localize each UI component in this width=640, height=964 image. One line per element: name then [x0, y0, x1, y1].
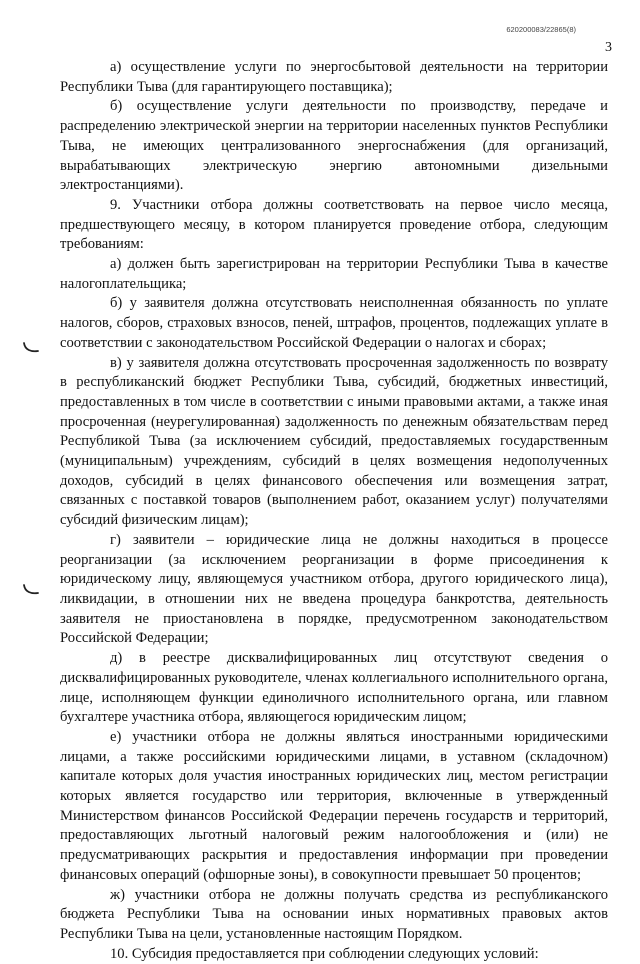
- paragraph-9g: г) заявители – юридические лица не должны находиться в процессе реорганизации (за исключением реорганизации в форме присоединения к юридическому лицу, являющемуся участником отбора, другого юридического лица), ликвидации, в отношении них не введена процедура банкротства, деятельность заявителя не приостановлена в порядке, предусмотренном законодательством Российской Федерации;: [60, 531, 608, 647]
- page-number: 3: [605, 40, 612, 55]
- paragraph-8a: а) осуществление услуги по энергосбытовой деятельности на территории Республики Тыва (для гарантирующего поставщика);: [60, 59, 608, 95]
- paragraph-9: 9. Участники отбора должны соответствовать на первое число месяца, предшествующего месяцу, в котором планируется проведение отбора, следующим требованиям:: [60, 196, 608, 253]
- paragraph-8b: б) осуществление услуги деятельности по производству, передаче и распределению электрической энергии на территории населенных пунктов Республики Тыва, не имеющих централизованного энергоснабжения (для организаций, вырабатывающих электрическую энергию автономными дизельными электростанциями).: [60, 98, 608, 194]
- paragraph-9e: е) участники отбора не должны являться иностранными юридическими лицами, а также российскими юридическими лицами, в уставном (складочном) капитале которых доля участия иностранных юридических лиц, местом регистрации которых является государство или территория, включенные в утвержденный Министерством финансов Российской Федерации перечень государств и территорий, предоставляющих льготный налоговый режим налогообложения и (или) не предусматривающих раскрытия и предоставления информации при проведении финансовых операций (офшорные зоны), в совокупности превышает 50 процентов;: [60, 728, 608, 883]
- paragraph-9d: д) в реестре дисквалифицированных лиц отсутствуют сведения о дисквалифицированных руководителе, членах коллегиального исполнительного органа, лице, исполняющем функции единоличного исполнительного органа, или главном бухгалтере участника отбора, являющегося юридическим лицом;: [60, 650, 608, 726]
- document-id: 620200083/22865(8): [506, 25, 576, 34]
- paragraph-9v: в) у заявителя должна отсутствовать просроченная задолженность по возврату в республиканский бюджет Республики Тыва, субсидий, бюджетных инвестиций, предоставленных в том числе в соответствии с иными правовыми актами, а также иная просроченная (неурегулированная) задолженность по денежным обязательствам перед Республикой Тыва (за исключением субсидий, предоставляемых государственным (муниципальным) учреждениям, субсидий в целях возмещения недополученных доходов, субсидий в целях финансового обеспечения или возмещения затрат, связанных с поставкой товаров (выполнением работ, оказанием услуг) получателями субсидий физическим лицам);: [60, 354, 608, 529]
- paragraph-9zh: ж) участники отбора не должны получать средства из республиканского бюджета Республики Тыва на основании иных нормативных правовых актов Республики Тыва на цели, установленные настоящим Порядком.: [60, 886, 608, 942]
- document-body: [60, 58, 608, 964]
- paragraph-9b: б) у заявителя должна отсутствовать неисполненная обязанность по уплате налогов, сборов, страховых взносов, пеней, штрафов, процентов, подлежащих уплате в соответствии с законодательством Российской Федерации о налогах и сборах;: [60, 295, 608, 351]
- margin-mark-icon: [22, 340, 40, 354]
- paragraph-9a: а) должен быть зарегистрирован на территории Республики Тыва в качестве налогоплательщика;: [60, 256, 608, 292]
- margin-mark-icon: [22, 582, 40, 596]
- paragraph-10: 10. Субсидия предоставляется при соблюдении следующих условий:: [110, 945, 539, 962]
